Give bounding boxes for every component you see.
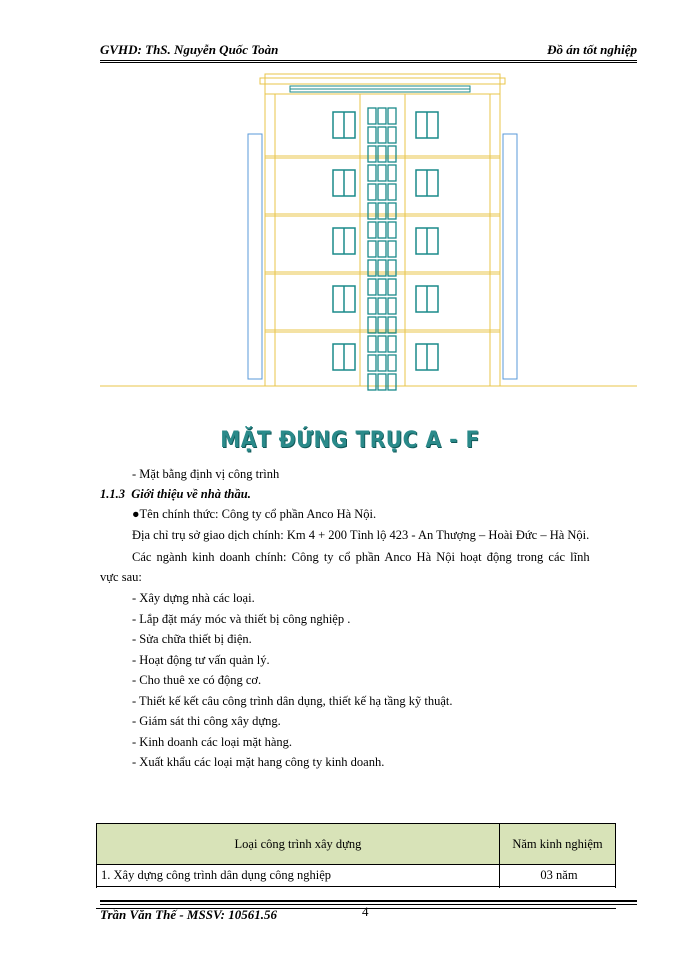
activity-item: - Xuất khẩu các loại mặt hang công ty kinh doanh. xyxy=(132,755,385,769)
side-wing-right xyxy=(503,134,517,379)
activity-item: - Lắp đặt máy móc và thiết bị công nghiệp . xyxy=(132,611,351,626)
header-supervisor: GVHD: ThS. Nguyễn Quốc Toàn xyxy=(100,42,279,57)
stair-window-pane xyxy=(378,298,386,314)
table-page-cut xyxy=(96,888,618,908)
stair-window-pane xyxy=(368,222,376,238)
header-divider xyxy=(100,60,637,63)
activity-item: - Sửa chữa thiết bị điện. xyxy=(132,632,252,646)
page-number: 4 xyxy=(362,904,369,919)
section-number: 1.1.3 xyxy=(100,487,125,501)
stair-window-pane xyxy=(388,146,396,162)
activity-item: - Giám sát thi công xây dựng. xyxy=(132,714,281,728)
stair-window-pane xyxy=(368,146,376,162)
head-office-address: Địa chỉ trụ sở giao dịch chính: Km 4 + 200 Tỉnh lộ 423 - An Thượng – Hoài Đức – Hà Nội. xyxy=(132,528,590,542)
stair-window-pane xyxy=(378,279,386,295)
stair-window-pane xyxy=(388,184,396,200)
stair-window-pane xyxy=(388,108,396,124)
stair-window-pane xyxy=(368,165,376,181)
activity-item: - Thiết kế kết câu công trình dân dụng, thiết kế hạ tầng kỹ thuật. xyxy=(132,693,453,708)
stair-window-pane xyxy=(388,355,396,371)
stair-window-pane xyxy=(368,184,376,200)
table-header-row xyxy=(97,824,616,865)
stair-window-pane xyxy=(378,127,386,143)
row-years: 03 năm xyxy=(500,865,616,887)
stair-window-pane xyxy=(388,298,396,314)
stair-window-pane xyxy=(378,165,386,181)
stair-window-pane xyxy=(368,127,376,143)
page-header xyxy=(100,40,637,60)
header-doc-type: Đồ án tốt nghiệp xyxy=(547,42,637,57)
stair-window-pane xyxy=(378,355,386,371)
row-type: 1. Xây dựng công trình dân dụng công nghiệp xyxy=(97,865,500,887)
official-name: ●Tên chính thức: Công ty cổ phần Anco Hà Nội. xyxy=(132,507,377,521)
stair-window-pane xyxy=(368,241,376,257)
section-heading xyxy=(100,487,251,502)
stair-window-pane xyxy=(388,374,396,390)
stair-window-pane xyxy=(368,298,376,314)
stair-window-pane xyxy=(378,336,386,352)
stair-window-pane xyxy=(368,203,376,219)
stair-window-pane xyxy=(388,127,396,143)
activity-item: - Kinh doanh các loại mặt hàng. xyxy=(132,734,293,749)
footer-divider xyxy=(100,900,637,902)
activity-item: - Hoạt động tư vấn quản lý. xyxy=(132,652,270,667)
stair-window-pane xyxy=(388,165,396,181)
stair-window-pane xyxy=(388,317,396,333)
building-frame xyxy=(260,74,505,386)
table-row xyxy=(97,865,616,887)
activity-item: - Xây dựng nhà các loại. xyxy=(132,591,255,605)
business-intro-line1: Các ngành kinh doanh chính: Công ty cổ phần Anco Hà Nội hoạt động trong các lĩnh xyxy=(132,550,590,564)
stairwell-glazing xyxy=(368,108,396,390)
stair-window-pane xyxy=(368,336,376,352)
stair-window-pane xyxy=(388,203,396,219)
stair-window-pane xyxy=(378,222,386,238)
drawing-caption: MẶT ĐỨNG TRỤC A - F xyxy=(220,428,480,453)
stair-window-pane xyxy=(368,279,376,295)
stair-window-pane xyxy=(388,279,396,295)
stair-window-pane xyxy=(378,241,386,257)
col-header-years: Năm kinh nghiệm xyxy=(500,824,616,865)
section-title: Giới thiệu về nhà thầu. xyxy=(131,487,251,501)
side-wing-left xyxy=(248,134,262,379)
stair-window-pane xyxy=(388,222,396,238)
business-intro-line2: vực sau: xyxy=(100,570,142,584)
building-elevation-drawing xyxy=(100,64,637,394)
activity-item: - Cho thuê xe có động cơ. xyxy=(132,673,262,687)
stair-window-pane xyxy=(378,108,386,124)
roof-parapet xyxy=(290,86,470,92)
stair-window-pane xyxy=(388,241,396,257)
stair-window-pane xyxy=(368,108,376,124)
stair-window-pane xyxy=(368,317,376,333)
stair-window-pane xyxy=(378,146,386,162)
footer-author: Trần Văn Thế - MSSV: 10561.56 xyxy=(100,907,277,922)
site-plan-line: - Mặt bằng định vị công trình xyxy=(132,467,280,481)
col-header-type: Loại công trình xây dựng xyxy=(97,824,500,865)
stair-window-pane xyxy=(368,374,376,390)
stair-window-pane xyxy=(378,184,386,200)
stair-window-pane xyxy=(378,374,386,390)
stair-window-pane xyxy=(378,203,386,219)
stair-window-pane xyxy=(388,336,396,352)
stair-window-pane xyxy=(378,317,386,333)
stair-window-pane xyxy=(368,355,376,371)
